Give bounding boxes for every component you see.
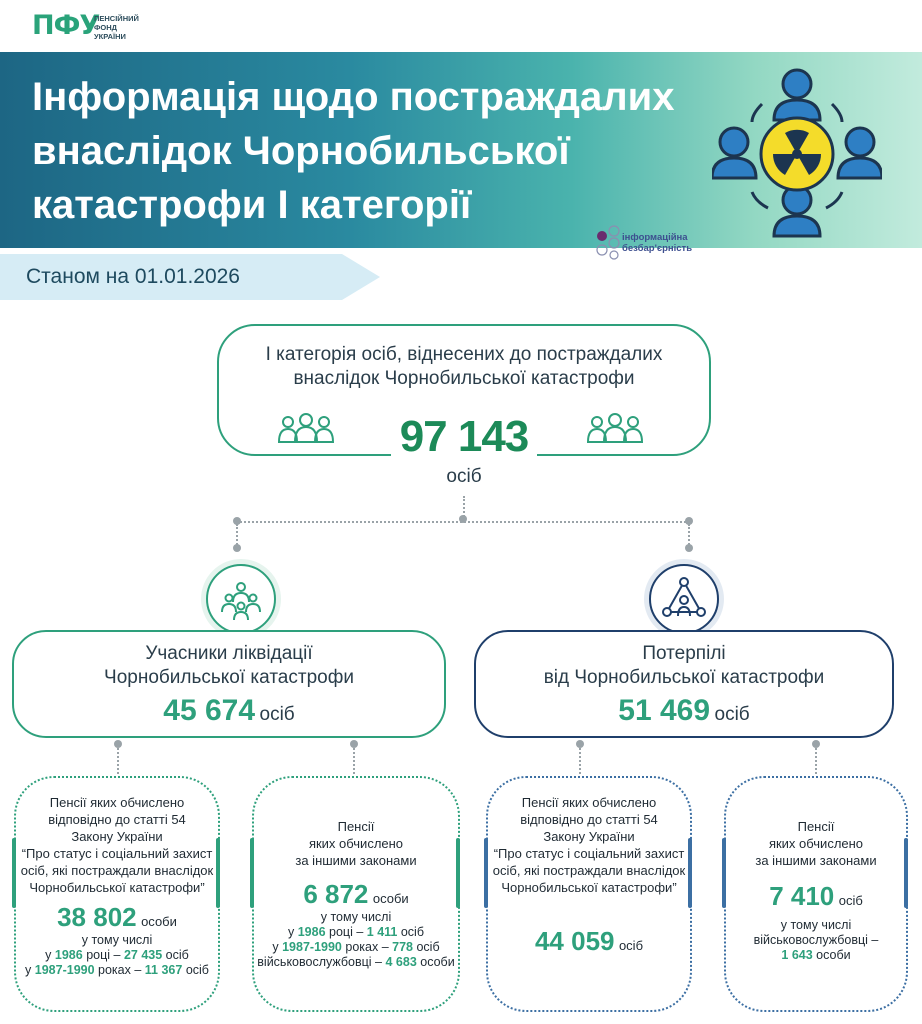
victims-art54-box: [486, 776, 692, 1012]
art54-unit: особи: [141, 914, 177, 929]
caption-line: внаслідок Чорнобильської катастрофи: [293, 368, 635, 389]
accent-bar: [456, 838, 460, 908]
accent-bar: [216, 838, 220, 908]
title-line: Чорнобильської катастрофи: [104, 667, 354, 688]
title-line: Потерпілі: [642, 643, 726, 664]
radiation-people-icon: [712, 62, 882, 242]
military-label: військовослужбовці –: [257, 955, 383, 969]
breakdown-label: у тому числі: [780, 918, 852, 932]
title-line: Учасники ліквідації: [145, 643, 313, 664]
breakdown-unit: осіб: [400, 925, 424, 939]
logo-mark: ПФУ: [32, 10, 100, 41]
text-line: відповідно до статті 54: [520, 812, 658, 827]
other-unit: осіб: [838, 893, 863, 908]
report-date: Станом на 01.01.2026: [26, 265, 240, 288]
breakdown-prefix: у: [25, 963, 32, 977]
team-icon: [218, 576, 264, 622]
victims-value: 51 469: [618, 694, 711, 727]
military-unit: особи: [816, 948, 851, 962]
military-value: 1 643: [781, 948, 813, 962]
other-description: [726, 818, 906, 869]
text-line: відповідно до статті 54: [48, 812, 186, 827]
breakdown-prefix: у: [288, 925, 295, 939]
connector-dot: [233, 544, 241, 552]
text-line: осіб, які постраждали внаслідок: [20, 863, 214, 878]
military-label: військовослужбовці –: [753, 933, 879, 947]
connector-dot: [459, 515, 467, 523]
breakdown-year: 1986: [54, 948, 83, 962]
text-line: “Про статус і соціальний захист: [493, 846, 685, 861]
title-line: від Чорнобильської катастрофи: [543, 667, 825, 688]
other-unit: особи: [372, 891, 409, 906]
breakdown-unit: осіб: [165, 948, 189, 962]
liquidators-other-box: [252, 776, 460, 1012]
breakdown-prefix: у: [45, 948, 52, 962]
breakdown-value: 778: [392, 940, 413, 954]
breakdown-label: у тому числі: [81, 933, 153, 947]
accent-bar: [12, 838, 16, 908]
connector-dot: [114, 740, 122, 748]
breakdown-mid: році –: [86, 948, 121, 962]
caption-line: I категорія осіб, віднесених до постраждалих: [265, 344, 663, 365]
text-line: “Про статус і соціальний захист: [21, 846, 213, 861]
text-line: Пенсії яких обчислено: [49, 795, 185, 810]
military-value: 4 683: [385, 955, 417, 969]
other-value: 7 410: [769, 881, 835, 911]
liquidators-art54-box: [14, 776, 220, 1012]
logo-line: ФОНД: [94, 23, 117, 32]
breakdown-row: [254, 925, 458, 940]
title-line: катастрофи I категорії: [32, 183, 472, 227]
text-line: Закону України: [71, 829, 163, 844]
breakdown-year: 1987-1990: [282, 940, 342, 954]
dots-icon: [596, 224, 622, 260]
text-line: яких обчислено: [768, 836, 864, 851]
connector-dot: [812, 740, 820, 748]
other-count: [254, 879, 458, 910]
breakdown-unit: осіб: [185, 963, 209, 977]
connector: [353, 748, 355, 774]
other-value: 6 872: [303, 879, 369, 909]
total-value: 97 143: [399, 412, 529, 461]
group-people-icon: [278, 412, 334, 444]
other-count: [726, 881, 906, 912]
liquidators-value: 45 674: [163, 694, 256, 727]
accessibility-line: безбар'єрність: [622, 243, 693, 254]
accent-bar: [250, 838, 254, 908]
connector-dot: [350, 740, 358, 748]
breakdown-mid: роках –: [345, 940, 389, 954]
art54-value: 38 802: [57, 902, 137, 932]
victims-title: [476, 642, 892, 690]
network-icon: [661, 576, 707, 622]
text-line: Чорнобильської катастрофи”: [29, 880, 205, 895]
text-line: Чорнобильської катастрофи”: [501, 880, 677, 895]
liquidators-title: [14, 642, 444, 690]
breakdown-value: 1 411: [366, 925, 398, 939]
art54-description: [488, 794, 690, 896]
other-breakdown: [726, 918, 906, 963]
title-line: Інформація щодо постраждалих: [32, 75, 675, 119]
military-unit: особи: [420, 955, 455, 969]
art54-value: 44 059: [534, 926, 615, 956]
accessibility-line: інформаційна: [622, 232, 688, 243]
logo-line: УКРАЇНИ: [94, 32, 126, 41]
breakdown-row: [16, 963, 218, 978]
art54-count: [16, 902, 218, 933]
liquidators-group-icon: [206, 564, 276, 634]
victims-network-icon: [649, 564, 719, 634]
breakdown-value: 27 435: [123, 948, 163, 962]
text-line: за іншими законами: [755, 853, 877, 868]
connector: [579, 748, 581, 774]
victims-box: [474, 630, 894, 738]
art54-count: [488, 926, 690, 957]
text-line: Пенсії: [337, 819, 375, 834]
breakdown-year: 1986: [297, 925, 326, 939]
connector: [117, 748, 119, 774]
other-breakdown: [254, 910, 458, 970]
accessibility-caption: [622, 232, 692, 254]
text-line: яких обчислено: [308, 836, 404, 851]
title-line: внаслідок Чорнобильської: [32, 129, 570, 173]
text-line: Закону України: [543, 829, 635, 844]
breakdown-row: [726, 948, 906, 963]
accent-bar: [484, 838, 488, 908]
breakdown-row: [16, 948, 218, 963]
connector-dot: [576, 740, 584, 748]
breakdown-value: 11 367: [144, 963, 183, 977]
group-people-icon: [587, 412, 643, 444]
breakdown-row: [254, 955, 458, 970]
victims-count: [476, 694, 892, 728]
breakdown-prefix: у: [272, 940, 279, 954]
liquidators-box: [12, 630, 446, 738]
accessibility-logo: [596, 224, 726, 264]
total-caption: [217, 343, 711, 391]
victims-unit: осіб: [714, 704, 750, 725]
logo-line: ПЕНСІЙНИЙ: [94, 14, 139, 23]
accent-bar: [688, 838, 692, 908]
breakdown-mid: роках –: [98, 963, 142, 977]
connector: [815, 748, 817, 774]
text-line: Пенсії яких обчислено: [521, 795, 657, 810]
victims-other-box: [724, 776, 908, 1012]
art54-description: [16, 794, 218, 896]
art54-unit: осіб: [618, 938, 644, 953]
logo-caption: [94, 14, 139, 41]
breakdown-year: 1987-1990: [34, 963, 95, 977]
liquidators-count: [14, 694, 444, 728]
total-unit: осіб: [446, 466, 482, 487]
breakdown-unit: осіб: [416, 940, 440, 954]
text-line: за іншими законами: [295, 853, 417, 868]
text-line: осіб, які постраждали внаслідок: [492, 863, 686, 878]
other-description: [254, 818, 458, 869]
breakdown-mid: році –: [329, 925, 364, 939]
pfu-logo: [32, 10, 182, 50]
breakdown-row: [254, 940, 458, 955]
accent-bar: [904, 838, 908, 908]
breakdown-label: у тому числі: [320, 910, 392, 924]
page-title: [32, 70, 712, 232]
art54-breakdown: [16, 933, 218, 978]
text-line: Пенсії: [797, 819, 835, 834]
accent-bar: [722, 838, 726, 908]
connector-dot: [685, 544, 693, 552]
liquidators-unit: осіб: [259, 704, 295, 725]
